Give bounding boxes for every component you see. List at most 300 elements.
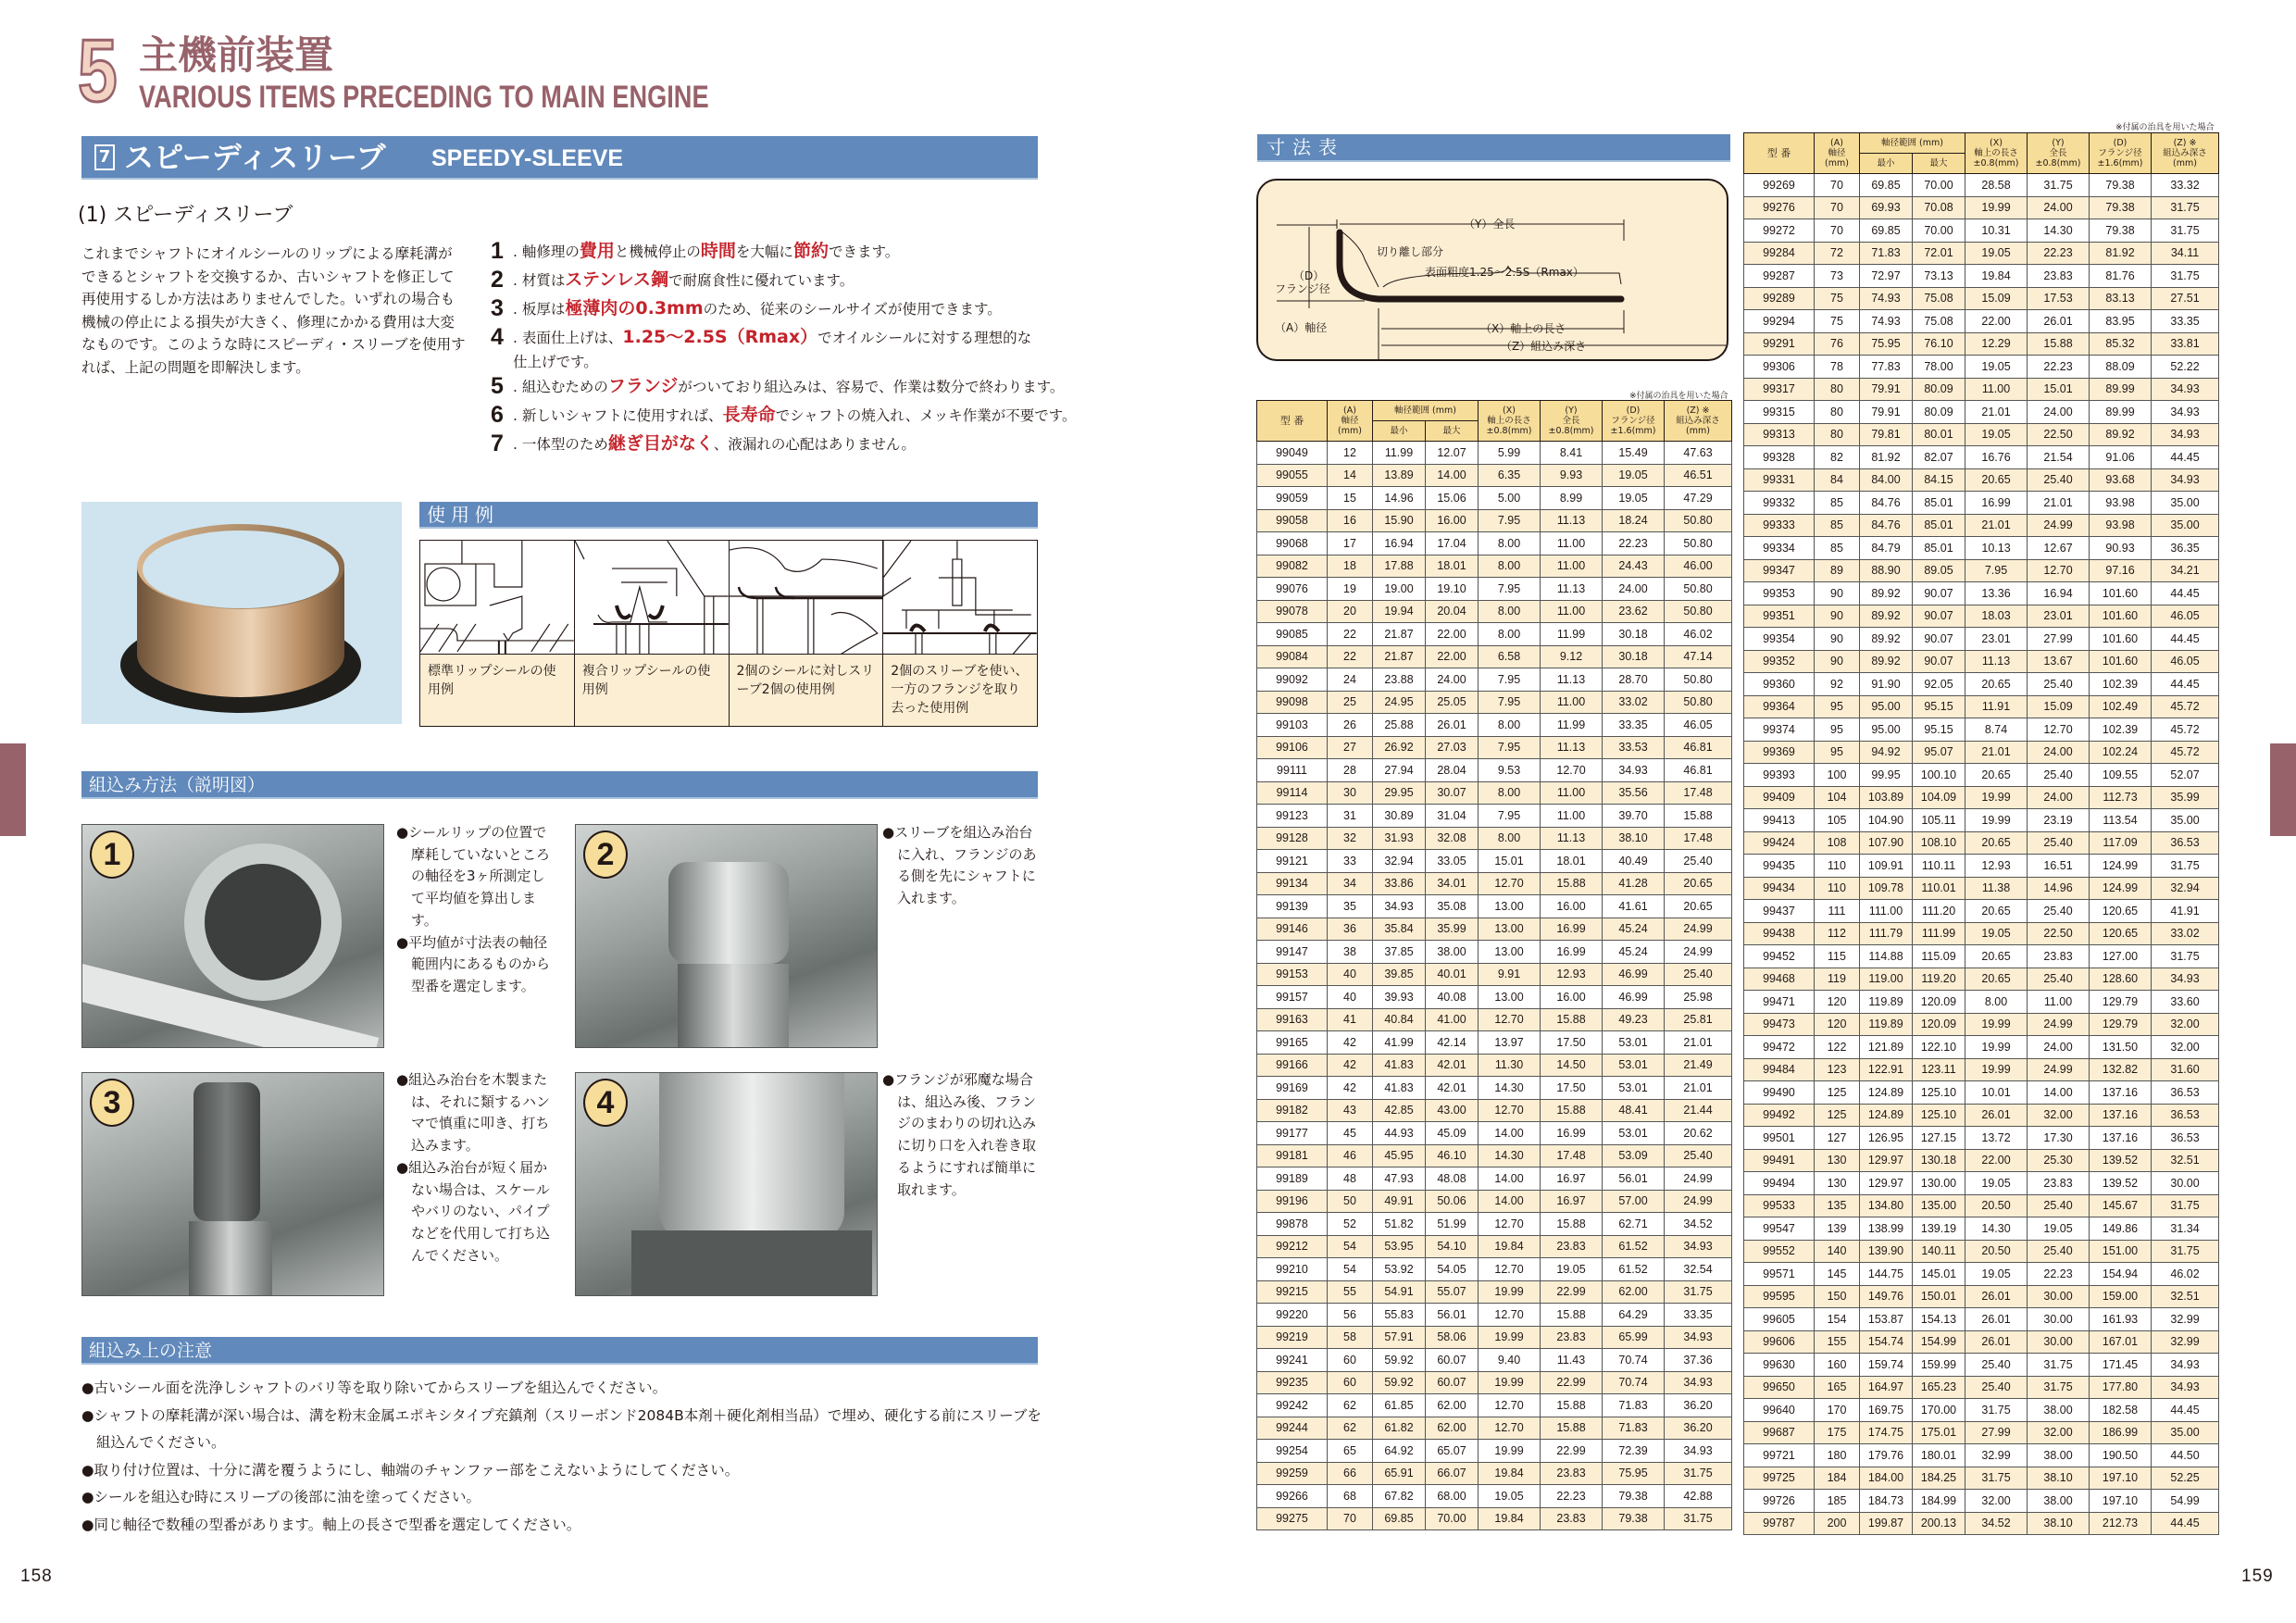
table-row [1257, 1462, 1732, 1485]
min-cell: 16.94 [1373, 532, 1426, 556]
min-cell: 111.00 [1860, 900, 1913, 923]
max-cell: 15.06 [1426, 487, 1479, 510]
chapter-number: 5 [78, 21, 118, 120]
table-row [1257, 464, 1732, 487]
min-cell: 29.95 [1373, 781, 1426, 805]
model-cell: 99055 [1257, 464, 1328, 487]
model-cell: 99328 [1744, 446, 1815, 469]
feature-item [491, 294, 1046, 323]
shaft-icon [678, 964, 789, 1048]
shaft-dia-cell: 36 [1328, 918, 1373, 941]
dimension-table-right [1743, 132, 2219, 1535]
max-cell: 48.08 [1426, 1167, 1479, 1191]
shaft-dia-cell: 60 [1328, 1349, 1373, 1372]
model-cell: 99049 [1257, 442, 1328, 465]
min-cell: 104.90 [1860, 809, 1913, 832]
x-cell: 12.70 [1479, 1304, 1541, 1327]
y-cell: 22.50 [2028, 423, 2090, 446]
min-cell: 164.97 [1860, 1376, 1913, 1399]
model-cell: 99484 [1744, 1058, 1815, 1081]
d-cell: 40.49 [1603, 850, 1665, 873]
max-cell: 175.01 [1913, 1421, 1965, 1444]
x-cell: 12.70 [1479, 1258, 1541, 1281]
shaft-dia-cell: 52 [1328, 1213, 1373, 1236]
shaft-dia-cell: 56 [1328, 1304, 1373, 1327]
jig-icon [668, 862, 789, 964]
y-cell: 24.00 [2028, 401, 2090, 424]
usage-title: 使用例 [427, 504, 499, 526]
shaft-dia-cell: 120 [1815, 991, 1860, 1014]
x-cell: 14.30 [1479, 1144, 1541, 1167]
shaft-dia-cell: 55 [1328, 1280, 1373, 1304]
x-cell: 9.53 [1479, 759, 1541, 782]
x-cell: 19.99 [1479, 1440, 1541, 1463]
max-cell: 50.06 [1426, 1190, 1479, 1213]
y-cell: 23.83 [2028, 1172, 2090, 1195]
y-cell: 11.00 [1541, 532, 1603, 556]
max-cell: 68.00 [1426, 1485, 1479, 1508]
feature-highlight: ステンレス鋼 [565, 269, 669, 290]
max-cell: 85.01 [1913, 514, 1965, 537]
y-cell: 38.10 [2028, 1512, 2090, 1535]
table-row [1257, 1349, 1732, 1372]
x-cell: 31.75 [1965, 1467, 2028, 1490]
y-cell: 23.83 [1541, 1326, 1603, 1349]
x-cell: 14.00 [1479, 1167, 1541, 1191]
min-cell: 74.93 [1860, 287, 1913, 310]
model-cell: 99157 [1257, 986, 1328, 1009]
min-cell: 84.79 [1860, 537, 1913, 560]
z-cell: 36.20 [1665, 1417, 1732, 1440]
table-row [1744, 559, 2219, 582]
shaft-dia-cell: 160 [1815, 1354, 1860, 1377]
y-cell: 22.23 [2028, 242, 2090, 265]
shaft-dia-cell: 65 [1328, 1440, 1373, 1463]
shaft-dia-cell: 62 [1328, 1417, 1373, 1440]
y-cell: 24.99 [2028, 1058, 2090, 1081]
shaft-dia-cell: 170 [1815, 1399, 1860, 1422]
table-row [1744, 514, 2219, 537]
x-cell: 16.76 [1965, 446, 2028, 469]
y-cell: 12.67 [2028, 537, 2090, 560]
shaft-dia-cell: 24 [1328, 668, 1373, 692]
d-cell: 35.56 [1603, 781, 1665, 805]
max-cell: 85.01 [1913, 492, 1965, 515]
dimension-title: 寸法表 [1267, 136, 1344, 158]
min-cell: 79.91 [1860, 378, 1913, 401]
model-cell: 99606 [1744, 1330, 1815, 1354]
min-cell: 84.00 [1860, 468, 1913, 492]
header-d: (D) フランジ径 ±1.6(mm) [1603, 401, 1665, 442]
shaft-dia-cell: 41 [1328, 1008, 1373, 1031]
table-row [1744, 378, 2219, 401]
min-cell: 34.93 [1373, 895, 1426, 918]
y-cell: 16.97 [1541, 1167, 1603, 1191]
max-cell: 145.01 [1913, 1263, 1965, 1286]
min-cell: 41.83 [1373, 1077, 1426, 1100]
header-range: 軸径範囲 (mm) [1373, 401, 1479, 421]
d-cell: 72.39 [1603, 1440, 1665, 1463]
min-cell: 91.90 [1860, 673, 1913, 696]
x-cell: 32.00 [1965, 1490, 2028, 1513]
z-cell: 45.72 [2152, 718, 2219, 742]
table-row [1744, 1444, 2219, 1467]
table-row [1744, 1058, 2219, 1081]
y-cell: 27.99 [2028, 628, 2090, 651]
header-x: (X) 軸上の長さ ±0.8(mm) [1965, 133, 2028, 174]
feature-item [491, 323, 1046, 372]
x-cell: 20.65 [1965, 764, 2028, 787]
d-cell: 129.79 [2090, 991, 2152, 1014]
x-cell: 19.84 [1479, 1235, 1541, 1258]
min-cell: 121.89 [1860, 1036, 1913, 1059]
y-cell: 23.83 [2028, 265, 2090, 288]
table-row [1744, 1376, 2219, 1399]
min-cell: 19.00 [1373, 578, 1426, 601]
min-cell: 59.92 [1373, 1349, 1426, 1372]
d-cell: 57.00 [1603, 1190, 1665, 1213]
max-cell: 154.13 [1913, 1308, 1965, 1331]
d-cell: 197.10 [2090, 1467, 2152, 1490]
z-cell: 25.98 [1665, 986, 1732, 1009]
model-cell: 99121 [1257, 850, 1328, 873]
z-cell: 44.45 [2152, 628, 2219, 651]
step-bullet: ●平均値が寸法表の軸径範囲内にあるものから型番を選定します。 [396, 933, 551, 994]
header-max: 最大 [1913, 154, 1965, 174]
model-cell: 99354 [1744, 628, 1815, 651]
y-cell: 31.75 [2028, 174, 2090, 197]
max-cell: 35.08 [1426, 895, 1479, 918]
max-cell: 70.00 [1913, 219, 1965, 243]
table-row [1744, 855, 2219, 878]
shaft-dia-cell: 66 [1328, 1462, 1373, 1485]
z-cell: 32.94 [2152, 877, 2219, 900]
shaft-dia-cell: 154 [1815, 1308, 1860, 1331]
max-cell: 75.08 [1913, 310, 1965, 333]
feature-highlight: 長寿命 [722, 405, 776, 425]
x-cell: 19.05 [1965, 423, 2028, 446]
x-cell: 10.13 [1965, 537, 2028, 560]
d-cell: 109.55 [2090, 764, 2152, 787]
z-cell: 46.51 [1665, 464, 1732, 487]
shaft-dia-cell: 125 [1815, 1104, 1860, 1127]
x-cell: 13.00 [1479, 986, 1541, 1009]
z-cell: 44.45 [2152, 446, 2219, 469]
max-cell: 42.01 [1426, 1054, 1479, 1077]
x-cell: 19.99 [1965, 196, 2028, 219]
x-cell: 12.70 [1479, 1213, 1541, 1236]
shaft-dia-cell: 100 [1815, 764, 1860, 787]
z-cell: 44.50 [2152, 1444, 2219, 1467]
x-cell: 8.00 [1479, 781, 1541, 805]
min-cell: 59.92 [1373, 1371, 1426, 1394]
y-cell: 30.00 [2028, 1330, 2090, 1354]
z-cell: 20.65 [1665, 895, 1732, 918]
z-cell: 52.22 [2152, 356, 2219, 379]
z-cell: 32.54 [1665, 1258, 1732, 1281]
max-cell: 170.00 [1913, 1399, 1965, 1422]
min-cell: 114.88 [1860, 945, 1913, 968]
caution-item: ●シャフトの摩耗溝が深い場合は、溝を粉末金属エポキシタイプ充鎮剤（スリーボンド2084B本剤＋硬化剤相当品）で埋め、硬化する前にスリーブを組込んでください。 [81, 1406, 1042, 1451]
x-cell: 8.00 [1965, 991, 2028, 1014]
max-cell: 89.05 [1913, 559, 1965, 582]
shaft-dia-cell: 85 [1815, 514, 1860, 537]
y-cell: 11.13 [1541, 736, 1603, 759]
z-cell: 20.62 [1665, 1122, 1732, 1145]
min-cell: 71.83 [1860, 242, 1913, 265]
header-a: (A) 軸径 (mm) [1815, 133, 1860, 174]
min-cell: 21.87 [1373, 623, 1426, 646]
z-cell: 50.80 [1665, 532, 1732, 556]
d-cell: 30.18 [1603, 623, 1665, 646]
min-cell: 138.99 [1860, 1217, 1913, 1241]
max-cell: 54.05 [1426, 1258, 1479, 1281]
x-cell: 25.40 [1965, 1376, 2028, 1399]
y-cell: 8.99 [1541, 487, 1603, 510]
max-cell: 40.08 [1426, 986, 1479, 1009]
x-cell: 9.91 [1479, 963, 1541, 986]
x-cell: 26.01 [1965, 1104, 2028, 1127]
min-cell: 32.94 [1373, 850, 1426, 873]
d-cell: 23.62 [1603, 600, 1665, 623]
model-cell: 99630 [1744, 1354, 1815, 1377]
min-cell: 99.95 [1860, 764, 1913, 787]
max-cell: 90.07 [1913, 628, 1965, 651]
z-cell: 46.05 [1665, 714, 1732, 737]
shaft-dia-cell: 120 [1815, 1013, 1860, 1036]
model-cell: 99219 [1257, 1326, 1328, 1349]
model-cell: 99413 [1744, 809, 1815, 832]
min-cell: 23.88 [1373, 668, 1426, 692]
model-cell: 99721 [1744, 1444, 1815, 1467]
feature-text-part: で耐腐食性に優れています。 [668, 272, 855, 289]
model-cell: 99220 [1257, 1304, 1328, 1327]
double-seal-drawing [730, 541, 883, 655]
model-cell: 99210 [1257, 1258, 1328, 1281]
feature-number: 5 [491, 373, 504, 399]
max-cell: 72.01 [1913, 242, 1965, 265]
z-cell: 20.65 [1665, 872, 1732, 895]
shaft-dia-cell: 105 [1815, 809, 1860, 832]
caution-title: 組込み上の注意 [89, 1341, 213, 1361]
shaft-dia-cell: 110 [1815, 855, 1860, 878]
d-cell: 61.52 [1603, 1258, 1665, 1281]
x-cell: 23.01 [1965, 628, 2028, 651]
z-cell: 24.99 [1665, 1167, 1732, 1191]
d-cell: 79.38 [2090, 196, 2152, 219]
d-cell: 49.23 [1603, 1008, 1665, 1031]
min-cell: 139.90 [1860, 1240, 1913, 1263]
model-cell: 99114 [1257, 781, 1328, 805]
shaft-dia-cell: 58 [1328, 1326, 1373, 1349]
header-z: (Z) ※ 組込み深さ (mm) [1665, 401, 1732, 442]
x-cell: 26.01 [1965, 1285, 2028, 1308]
y-cell: 16.99 [1541, 918, 1603, 941]
z-cell: 33.35 [2152, 310, 2219, 333]
shaft-dia-cell: 84 [1815, 468, 1860, 492]
table-row [1744, 1285, 2219, 1308]
model-cell: 99196 [1257, 1190, 1328, 1213]
feature-text-part: 材質は [521, 272, 566, 289]
dimension-diagram [1256, 179, 1728, 361]
sleeve-icon [659, 1073, 844, 1240]
max-cell: 16.00 [1426, 509, 1479, 532]
min-cell: 37.85 [1373, 941, 1426, 964]
model-cell: 99313 [1744, 423, 1815, 446]
x-cell: 19.84 [1479, 1462, 1541, 1485]
d-cell: 151.00 [2090, 1240, 2152, 1263]
max-cell: 43.00 [1426, 1099, 1479, 1122]
y-cell: 21.01 [2028, 492, 2090, 515]
x-cell: 13.00 [1479, 918, 1541, 941]
z-cell: 24.99 [1665, 941, 1732, 964]
shaft-dia-cell: 80 [1815, 401, 1860, 424]
table-row [1257, 487, 1732, 510]
x-cell: 13.36 [1965, 582, 2028, 606]
step-bullet: ●シールリップの位置で摩耗していないところの軸径を3ヶ所測定して平均値を算出します。 [396, 824, 551, 929]
header-y: (Y) 全長 ±0.8(mm) [1541, 401, 1603, 442]
x-cell: 14.00 [1479, 1122, 1541, 1145]
min-cell: 154.74 [1860, 1330, 1913, 1354]
d-cell: 102.24 [2090, 741, 2152, 764]
d-cell: 186.99 [2090, 1421, 2152, 1444]
z-cell: 34.93 [1665, 1326, 1732, 1349]
feature-highlight: 時間 [700, 241, 736, 261]
d-cell: 75.95 [1603, 1462, 1665, 1485]
model-cell: 99215 [1257, 1280, 1328, 1304]
d-cell: 30.18 [1603, 645, 1665, 668]
z-cell: 31.75 [1665, 1507, 1732, 1530]
table-row [1257, 1280, 1732, 1304]
y-cell: 26.01 [2028, 310, 2090, 333]
table-row [1257, 532, 1732, 556]
caution-item: ●シールを組込む時にスリーブの後部に油を塗ってください。 [81, 1489, 480, 1505]
min-cell: 17.88 [1373, 555, 1426, 578]
max-cell: 200.13 [1913, 1512, 1965, 1535]
max-cell: 85.01 [1913, 537, 1965, 560]
y-cell: 16.51 [2028, 855, 2090, 878]
table-row [1257, 1190, 1732, 1213]
model-cell: 99276 [1744, 196, 1815, 219]
step-badge: 3 [90, 1079, 134, 1127]
table-row [1257, 850, 1732, 873]
max-cell: 184.99 [1913, 1490, 1965, 1513]
step-text [396, 822, 554, 998]
z-cell: 34.93 [1665, 1235, 1732, 1258]
x-cell: 7.95 [1479, 736, 1541, 759]
model-cell: 99725 [1744, 1467, 1815, 1490]
model-cell: 99146 [1257, 918, 1328, 941]
shaft-dia-cell: 125 [1815, 1081, 1860, 1105]
step-text [882, 822, 1040, 910]
y-cell: 11.13 [1541, 509, 1603, 532]
x-cell: 31.75 [1965, 1399, 2028, 1422]
x-cell: 11.38 [1965, 877, 2028, 900]
max-cell: 42.01 [1426, 1077, 1479, 1100]
max-cell: 159.99 [1913, 1354, 1965, 1377]
sleeve-icon [81, 502, 402, 724]
model-cell: 99435 [1744, 855, 1815, 878]
table-row [1257, 691, 1732, 714]
y-cell: 9.93 [1541, 464, 1603, 487]
header-model: 型 番 [1257, 401, 1328, 442]
min-cell: 33.86 [1373, 872, 1426, 895]
table-row [1257, 1235, 1732, 1258]
d-cell: 64.29 [1603, 1304, 1665, 1327]
shaft-dia-cell: 110 [1815, 877, 1860, 900]
min-cell: 51.82 [1373, 1213, 1426, 1236]
min-cell: 184.00 [1860, 1467, 1913, 1490]
table-row [1744, 991, 2219, 1014]
model-cell: 99473 [1744, 1013, 1815, 1036]
table-row [1257, 941, 1732, 964]
d-cell: 120.65 [2090, 900, 2152, 923]
z-cell: 52.25 [2152, 1467, 2219, 1490]
model-cell: 99452 [1744, 945, 1815, 968]
model-cell: 99471 [1744, 991, 1815, 1014]
min-cell: 54.91 [1373, 1280, 1426, 1304]
min-cell: 149.76 [1860, 1285, 1913, 1308]
max-cell: 130.18 [1913, 1149, 1965, 1172]
max-cell: 12.07 [1426, 442, 1479, 465]
table-row [1257, 1440, 1732, 1463]
model-cell: 99294 [1744, 310, 1815, 333]
max-cell: 95.07 [1913, 741, 1965, 764]
z-cell: 46.05 [2152, 605, 2219, 628]
shaft-dia-cell: 184 [1815, 1467, 1860, 1490]
d-cell: 197.10 [2090, 1490, 2152, 1513]
min-cell: 30.89 [1373, 805, 1426, 828]
d-cell: 24.00 [1603, 578, 1665, 601]
y-cell: 15.88 [1541, 1394, 1603, 1417]
x-cell: 21.01 [1965, 401, 2028, 424]
x-cell: 19.05 [1965, 922, 2028, 945]
model-cell: 99085 [1257, 623, 1328, 646]
z-cell: 34.93 [2152, 968, 2219, 991]
model-cell: 99571 [1744, 1263, 1815, 1286]
y-cell: 24.00 [2028, 786, 2090, 809]
model-cell: 99269 [1744, 174, 1815, 197]
table-row [1744, 446, 2219, 469]
y-cell: 11.99 [1541, 714, 1603, 737]
min-cell: 129.97 [1860, 1149, 1913, 1172]
y-cell: 11.00 [1541, 691, 1603, 714]
shaft-dia-cell: 30 [1328, 781, 1373, 805]
x-cell: 11.30 [1479, 1054, 1541, 1077]
d-cell: 53.01 [1603, 1122, 1665, 1145]
y-cell: 23.01 [2028, 605, 2090, 628]
y-cell: 12.70 [1541, 759, 1603, 782]
y-cell: 22.23 [2028, 356, 2090, 379]
table-row [1744, 401, 2219, 424]
d-cell: 93.98 [2090, 492, 2152, 515]
max-cell: 60.07 [1426, 1349, 1479, 1372]
header-a: (A) 軸径 (mm) [1328, 401, 1373, 442]
shaft-dia-cell: 80 [1815, 378, 1860, 401]
z-cell: 45.72 [2152, 741, 2219, 764]
x-cell: 25.40 [1965, 1354, 2028, 1377]
d-cell: 65.99 [1603, 1326, 1665, 1349]
d-cell: 79.38 [2090, 174, 2152, 197]
model-cell: 99347 [1744, 559, 1815, 582]
shaft-dia-cell: 26 [1328, 714, 1373, 737]
table-row [1744, 423, 2219, 446]
max-cell: 90.07 [1913, 650, 1965, 673]
max-cell: 33.05 [1426, 850, 1479, 873]
table-row [1257, 1485, 1732, 1508]
feature-text-part: 新しいシャフトに使用すれば、 [521, 407, 723, 424]
table-row [1744, 1172, 2219, 1195]
